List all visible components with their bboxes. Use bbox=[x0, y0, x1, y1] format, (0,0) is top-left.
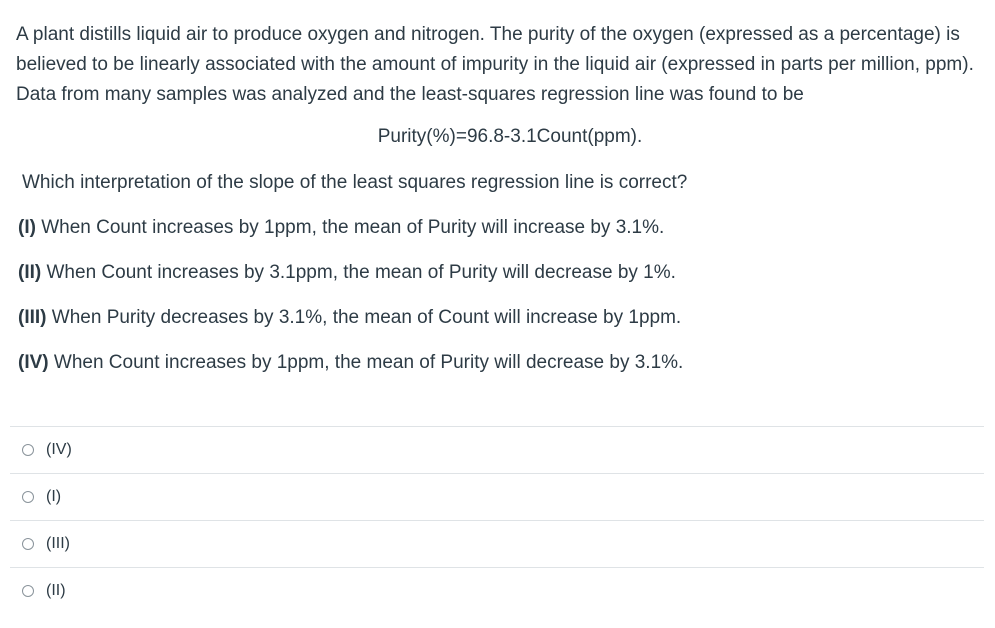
statement-i bbox=[18, 215, 984, 241]
statement-number: (I) bbox=[18, 217, 36, 238]
statement-number: (III) bbox=[18, 307, 47, 328]
answer-label: (I) bbox=[46, 488, 62, 505]
radio-button[interactable] bbox=[22, 491, 34, 503]
answer-label: (IV) bbox=[46, 441, 72, 458]
statement-text: When Count increases by 1ppm, the mean of Purity will decrease by 3.1%. bbox=[48, 352, 684, 373]
answer-option-i[interactable] bbox=[10, 473, 984, 520]
statement-text: When Count increases by 1ppm, the mean of Purity will increase by 3.1%. bbox=[35, 217, 665, 238]
answer-option-ii[interactable] bbox=[10, 567, 984, 614]
radio-button[interactable] bbox=[22, 538, 34, 550]
statement-iv bbox=[18, 350, 984, 376]
question-content bbox=[16, 20, 984, 376]
question-stem: A plant distills liquid air to produce oxygen and nitrogen. The purity of the oxygen (expressed as a percentage) is believed to be linearly associated with the amount of impurity in the liquid air (expressed in parts per million, ppm). Data from many samples was analyzed and the least-squares regression line was found to be bbox=[16, 24, 974, 105]
statement-iii bbox=[18, 305, 984, 331]
radio-button[interactable] bbox=[22, 585, 34, 597]
answer-option-iii[interactable] bbox=[10, 520, 984, 567]
statement-ii bbox=[18, 260, 984, 286]
question-prompt: Which interpretation of the slope of the least squares regression line is correct? bbox=[22, 172, 688, 193]
radio-button[interactable] bbox=[22, 444, 34, 456]
statement-text: When Count increases by 3.1ppm, the mean of Purity will decrease by 1%. bbox=[41, 262, 676, 283]
answer-label: (II) bbox=[46, 582, 66, 599]
regression-equation: Purity(%)=96.8-3.1Count(ppm). bbox=[377, 126, 643, 147]
statement-number: (IV) bbox=[18, 352, 49, 373]
answer-label: (III) bbox=[46, 535, 70, 552]
statement-text: When Purity decreases by 3.1%, the mean of Count will increase by 1ppm. bbox=[46, 307, 682, 328]
answer-choices bbox=[10, 426, 984, 614]
answer-option-iv[interactable] bbox=[10, 426, 984, 473]
statement-number: (II) bbox=[18, 262, 42, 283]
